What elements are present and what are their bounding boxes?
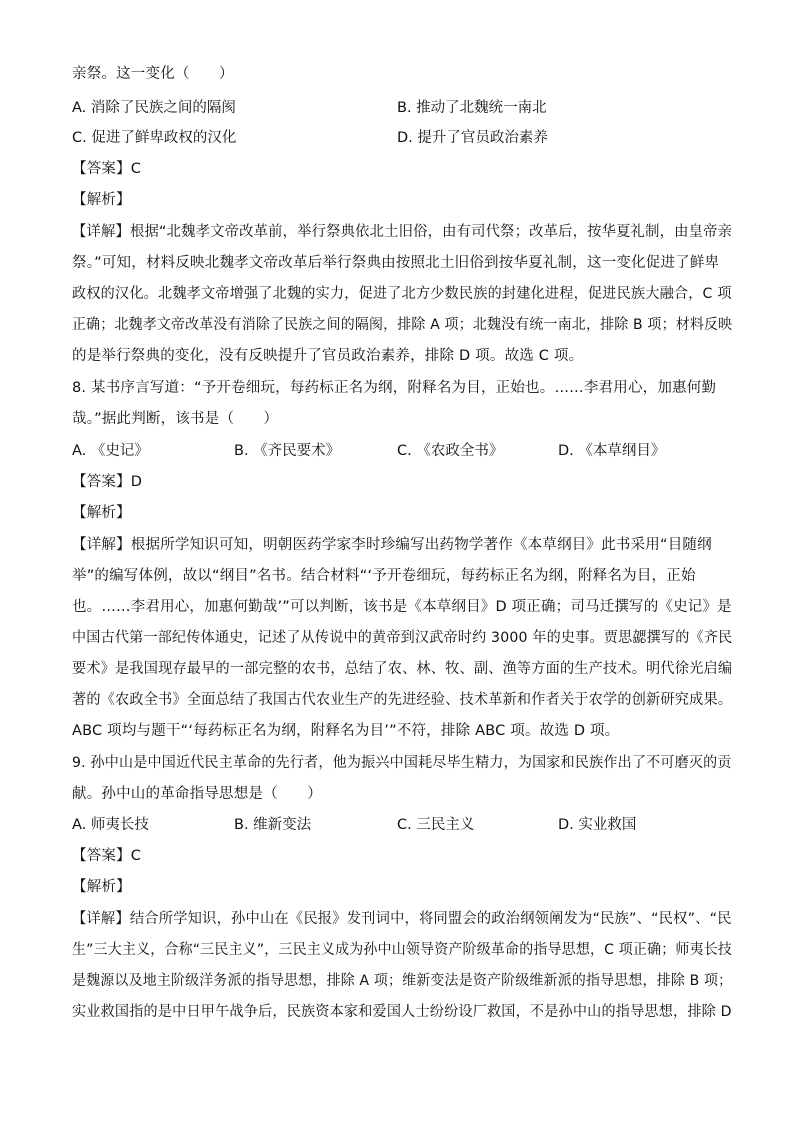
- q9-explanation-line: 实业救国指的是中日甲午战争后，民族资本家和爱国人士纷纷设厂救国，不是孙中山的指导思想，排除 D: [72, 1004, 732, 1020]
- q8-options-row: [72, 441, 732, 461]
- q8-explanation-line: 举”的编写体例，故以“纲目”名书。结合材料“‘予开卷细玩，每药标正名为纲，附释名为目，正始: [72, 568, 696, 584]
- q8-explanation-line: 著的《农政全书》全面总结了我国古代农业生产的先进经验、技术革新和作者关于农学的创新研究成果。: [72, 692, 733, 708]
- q8-option-c: C. 《农政全书》: [397, 443, 504, 459]
- q8-option-a: A. 《史记》: [72, 443, 149, 459]
- q7-option-a: A. 消除了民族之间的隔阂: [72, 100, 236, 116]
- q8-stem-line: 8. 某书序言写道：“予开卷细玩，每药标正名为纲，附释名为目，正始也。……李君用心，加惠何勤: [72, 380, 717, 396]
- q8-analysis-heading: 【解析】: [72, 505, 131, 521]
- q8-explanation-line: ABC 项均与题干“‘每药标正名为纲，附释名为目’”不符，排除 ABC 项。故选 D 项。: [72, 723, 620, 739]
- q8-option-b: B. 《齐民要术》: [234, 443, 341, 459]
- q8-option-d: D. 《本草纲目》: [558, 443, 666, 459]
- q9-explanation-line: 【详解】结合所学知识，孙中山在《民报》发刊词中，将同盟会的政治纲领阐发为“民族”、“民权”、“民: [72, 911, 732, 927]
- q9-explanation-line: 是魏源以及地主阶级洋务派的指导思想，排除 A 项；维新变法是资产阶级维新派的指导思想，排除 B 项；: [72, 973, 733, 989]
- q9-options-row: [72, 815, 732, 835]
- q9-stem-line: 9. 孙中山是中国近代民主革命的先行者，他为振兴中国耗尽毕生精力，为国家和民族作出了不可磨灭的贡: [72, 755, 732, 771]
- q8-explanation-line: 【详解】根据所学知识可知，明朝医药学家李时珍编写出药物学著作《本草纲目》此书采用“目随纲: [72, 537, 712, 553]
- q7-explanation-line: 的是举行祭典的变化，没有反映提升了官员政治素养，排除 D 项。故选 C 项。: [72, 348, 584, 364]
- q9-option-a: A. 师夷长技: [72, 817, 149, 833]
- q7-options-row2: [72, 128, 732, 148]
- q9-stem-line: 献。孙中山的革命指导思想是（ ）: [72, 786, 322, 802]
- q7-explanation-line: 【详解】根据“北魏孝文帝改革前，举行祭典依北土旧俗，由有司代祭；改革后，按华夏礼制，由皇帝亲: [72, 224, 733, 240]
- q9-option-b: B. 维新变法: [234, 817, 312, 833]
- q7-option-c: C. 促进了鲜卑政权的汉化: [72, 130, 237, 146]
- q7-explanation-line: 政权的汉化。北魏孝文帝增强了北魏的实力，促进了北方少数民族的封建化进程，促进民族大融合，C 项: [72, 286, 732, 302]
- q7-stem-tail: 亲祭。这一变化（ ）: [72, 66, 234, 82]
- q8-answer: 【答案】D: [72, 474, 143, 490]
- q7-option-b: B. 推动了北魏统一南北: [397, 100, 547, 116]
- q7-option-d: D. 提升了官员政治素养: [397, 130, 548, 146]
- q8-stem-line: 哉。”据此判断，该书是（ ）: [72, 411, 279, 427]
- q8-explanation-line: 中国古代第一部纪传体通史，记述了从传说中的黄帝到汉武帝时约 3000 年的史事。贾思勰撰写的《齐民: [72, 630, 733, 646]
- q7-answer: 【答案】C: [72, 161, 142, 177]
- q9-option-c: C. 三民主义: [397, 817, 475, 833]
- q7-explanation-line: 祭。”可知，材料反映北魏孝文帝改革后举行祭典由按照北土旧俗到按华夏礼制，这一变化促进了鲜卑: [72, 255, 720, 271]
- q9-explanation-line: 生”三大主义，合称“三民主义”，三民主义成为孙中山领导资产阶级革命的指导思想，C 项正确；师夷长技: [72, 942, 733, 958]
- q9-option-d: D. 实业救国: [558, 817, 637, 833]
- q8-explanation-line: 要术》是我国现存最早的一部完整的农书，总结了农、林、牧、副、渔等方面的生产技术。明代徐光启编: [72, 661, 733, 677]
- q9-analysis-heading: 【解析】: [72, 879, 131, 895]
- q7-analysis-heading: 【解析】: [72, 192, 131, 208]
- q8-explanation-line: 也。……李君用心，加惠何勤哉’”可以判断，该书是《本草纲目》D 项正确；司马迁撰写的《史记》是: [72, 599, 732, 615]
- q9-answer: 【答案】C: [72, 848, 142, 864]
- q7-explanation-line: 正确；北魏孝文帝改革没有消除了民族之间的隔阂，排除 A 项；北魏没有统一南北，排除 B 项；材料反映: [72, 317, 733, 333]
- q7-options-row1: [72, 98, 732, 118]
